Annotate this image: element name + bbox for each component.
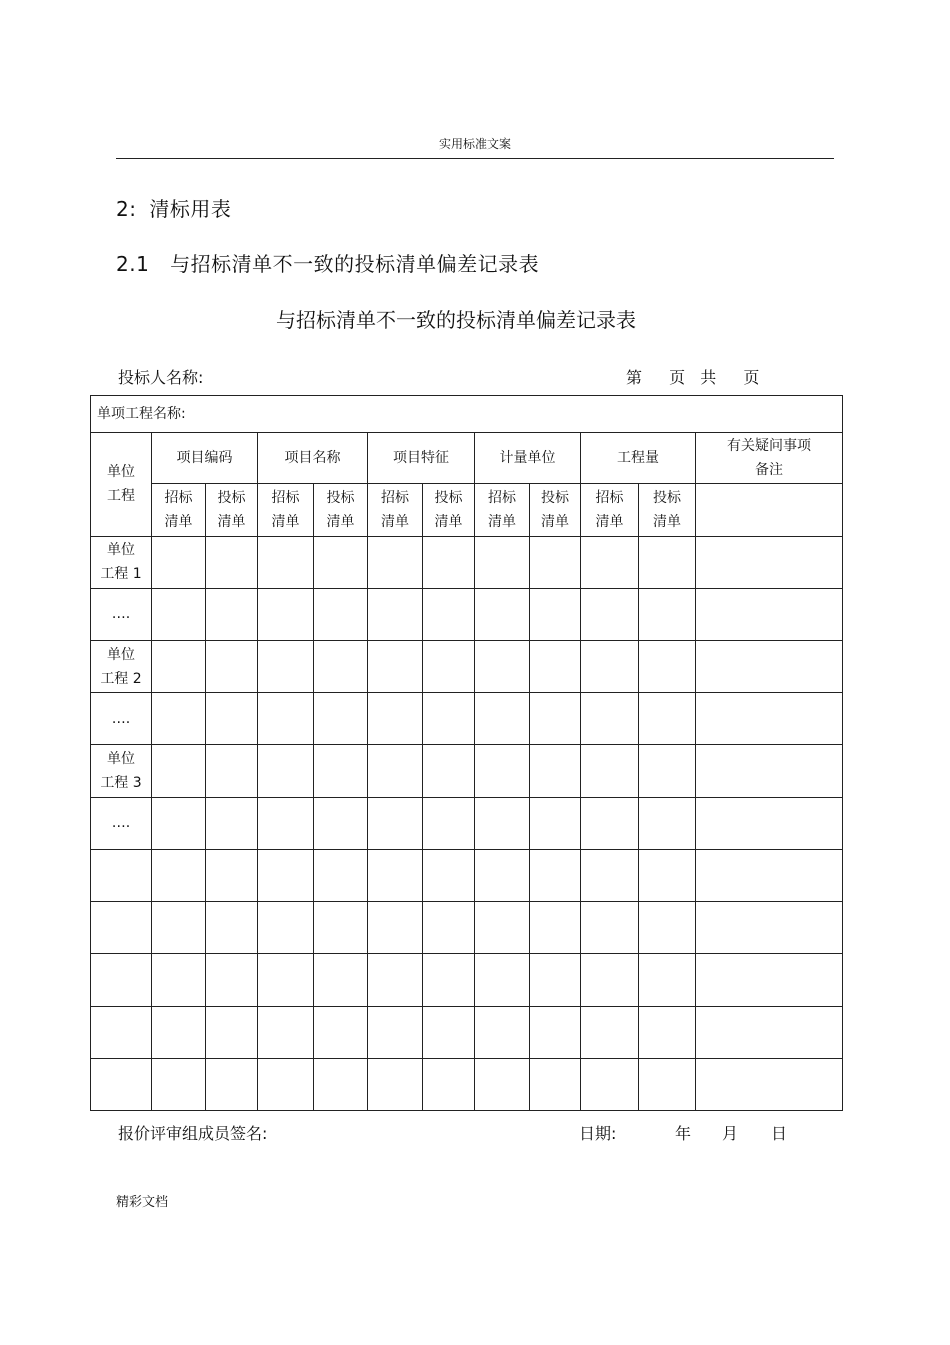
table-row	[91, 902, 843, 954]
subheader-tender-line2: 清单	[271, 513, 300, 530]
unit-project-cell[interactable]	[91, 1006, 152, 1058]
table-row	[91, 797, 843, 849]
section-heading	[116, 193, 231, 222]
table-cell[interactable]	[475, 902, 530, 954]
table-cell[interactable]	[314, 641, 368, 693]
subheader-tender-line1: 招标	[488, 489, 516, 506]
subheader-bid-3	[530, 484, 581, 536]
unit-project-cell[interactable]	[91, 588, 152, 640]
table-cell[interactable]	[696, 588, 843, 640]
subheader-bid-0	[206, 484, 258, 536]
group-header-unit: 计量单位	[475, 433, 581, 484]
table-cell[interactable]	[639, 641, 696, 693]
table-cell[interactable]	[581, 1058, 639, 1110]
page-gong: 共	[700, 368, 717, 387]
table-cell[interactable]	[152, 849, 206, 901]
subheader-tender-3	[475, 484, 530, 536]
table-cell[interactable]	[581, 902, 639, 954]
table-row	[91, 693, 843, 745]
table-cell[interactable]	[581, 745, 639, 797]
table-cell[interactable]	[639, 1058, 696, 1110]
table-cell[interactable]	[581, 797, 639, 849]
page-ye-1: 页	[669, 368, 686, 387]
table-cell[interactable]	[530, 797, 581, 849]
subheader-bid-line1: 投标	[217, 489, 246, 506]
page-ye-2: 页	[743, 368, 760, 387]
remarks-header	[696, 433, 843, 484]
table-cell[interactable]	[639, 1006, 696, 1058]
subheader-bid-line1: 投标	[653, 489, 681, 506]
table-cell[interactable]	[314, 536, 368, 588]
table-cell[interactable]	[314, 1006, 368, 1058]
table-cell[interactable]	[475, 536, 530, 588]
date-month: 月	[722, 1124, 739, 1143]
deviation-record-table	[90, 395, 843, 1111]
table-cell[interactable]	[152, 1006, 206, 1058]
table-cell[interactable]	[475, 954, 530, 1006]
subheader-tender-2	[368, 484, 423, 536]
table-cell[interactable]	[152, 588, 206, 640]
table-cell[interactable]	[475, 849, 530, 901]
table-cell[interactable]	[475, 588, 530, 640]
subheader-tender-line1: 招标	[381, 489, 409, 506]
table-cell[interactable]	[696, 1006, 843, 1058]
table-cell[interactable]	[258, 641, 314, 693]
subheader-bid-line2: 清单	[653, 513, 681, 530]
section-number: 2:	[116, 197, 137, 221]
table-cell[interactable]	[530, 588, 581, 640]
unit-project-cell[interactable]	[91, 797, 152, 849]
table-row	[91, 641, 843, 693]
subheader-tender-line2: 清单	[595, 513, 624, 530]
date-day: 日	[771, 1124, 788, 1143]
subheader-tender-line1: 招标	[595, 489, 624, 506]
table-cell[interactable]	[581, 588, 639, 640]
subheader-tender-line2: 清单	[488, 513, 516, 530]
table-cell[interactable]	[206, 902, 258, 954]
table-cell[interactable]	[581, 641, 639, 693]
table-cell[interactable]	[639, 954, 696, 1006]
table-cell[interactable]	[696, 849, 843, 901]
table-cell[interactable]	[152, 954, 206, 1006]
table-cell[interactable]	[423, 588, 475, 640]
table-cell[interactable]	[530, 902, 581, 954]
table-cell[interactable]	[581, 693, 639, 745]
table-cell[interactable]	[696, 745, 843, 797]
table-cell[interactable]	[314, 588, 368, 640]
table-cell[interactable]	[258, 1006, 314, 1058]
table-row	[91, 954, 843, 1006]
table-cell[interactable]	[258, 693, 314, 745]
table-cell[interactable]	[696, 641, 843, 693]
table-cell[interactable]	[639, 693, 696, 745]
table-cell[interactable]	[639, 797, 696, 849]
unit-project-line1: ….	[111, 606, 131, 623]
table-cell[interactable]	[258, 797, 314, 849]
table-cell[interactable]	[368, 902, 423, 954]
table-cell[interactable]	[639, 745, 696, 797]
table-cell[interactable]	[368, 745, 423, 797]
table-cell[interactable]	[206, 1006, 258, 1058]
subheader-remarks-blank	[696, 484, 843, 536]
subsection-number: 2.1	[116, 252, 150, 276]
unit-project-cell[interactable]	[91, 849, 152, 901]
table-cell[interactable]	[423, 954, 475, 1006]
table-cell[interactable]	[152, 693, 206, 745]
subheader-bid-line2: 清单	[434, 513, 463, 530]
table-cell[interactable]	[368, 693, 423, 745]
table-cell[interactable]	[581, 536, 639, 588]
table-cell[interactable]	[206, 588, 258, 640]
table-cell[interactable]	[368, 588, 423, 640]
table-cell[interactable]	[423, 1058, 475, 1110]
unit-header-line2: 工程	[107, 488, 135, 505]
unit-header-line1: 单位	[107, 464, 135, 481]
table-cell[interactable]	[530, 1006, 581, 1058]
subheader-bid-4	[639, 484, 696, 536]
running-header: 实用标准文案	[438, 137, 511, 151]
table-cell[interactable]	[530, 954, 581, 1006]
table-cell[interactable]	[258, 1058, 314, 1110]
table-cell[interactable]	[696, 902, 843, 954]
table-cell[interactable]	[423, 641, 475, 693]
table-cell[interactable]	[530, 693, 581, 745]
table-cell[interactable]	[368, 641, 423, 693]
table-cell[interactable]	[696, 954, 843, 1006]
table-cell[interactable]	[475, 641, 530, 693]
table-cell[interactable]	[581, 1006, 639, 1058]
table-row	[91, 536, 843, 588]
remarks-header-line2: 备注	[755, 462, 784, 479]
footer-note: 精彩文档	[116, 1195, 169, 1210]
subheader-bid-line2: 清单	[217, 513, 246, 530]
unit-project-line1: ….	[111, 815, 131, 832]
subheader-tender-line1: 招标	[164, 489, 193, 506]
subsection-heading	[116, 248, 539, 277]
table-cell[interactable]	[206, 693, 258, 745]
table-cell[interactable]	[530, 745, 581, 797]
table-cell[interactable]	[475, 797, 530, 849]
table-cell[interactable]	[581, 954, 639, 1006]
header-rule	[116, 158, 834, 159]
table-cell[interactable]	[152, 1058, 206, 1110]
table-cell[interactable]	[639, 536, 696, 588]
remarks-header-line1: 有关疑问事项	[727, 438, 812, 455]
subheader-bid-line1: 投标	[541, 489, 569, 506]
table-row	[91, 588, 843, 640]
subheader-tender-1	[258, 484, 314, 536]
header-row-subcolumns	[91, 484, 843, 536]
subheader-bid-line2: 清单	[326, 513, 355, 530]
table-cell[interactable]	[152, 641, 206, 693]
unit-project-line1: 单位	[107, 542, 135, 559]
unit-project-line1: ….	[111, 710, 131, 727]
subheader-tender-line2: 清单	[164, 513, 193, 530]
table-cell[interactable]	[475, 745, 530, 797]
table-cell[interactable]	[368, 536, 423, 588]
table-cell[interactable]	[696, 1058, 843, 1110]
table-cell[interactable]	[152, 745, 206, 797]
page-counter	[626, 365, 759, 388]
form-title: 与招标清单不一致的投标清单偏差记录表	[276, 308, 636, 332]
group-header-feature: 项目特征	[368, 433, 475, 484]
table-cell[interactable]	[530, 641, 581, 693]
single-project-label: 单项工程名称:	[97, 406, 186, 423]
date-label: 日期:	[579, 1124, 617, 1143]
unit-project-header	[91, 433, 152, 536]
table-cell[interactable]	[475, 1006, 530, 1058]
table-cell[interactable]	[314, 902, 368, 954]
table-cell[interactable]	[258, 588, 314, 640]
group-header-quantity: 工程量	[581, 433, 696, 484]
subheader-tender-4	[581, 484, 639, 536]
unit-project-cell[interactable]	[91, 1058, 152, 1110]
group-header-name: 项目名称	[258, 433, 368, 484]
table-cell[interactable]	[258, 902, 314, 954]
table-cell[interactable]	[258, 536, 314, 588]
table-cell[interactable]	[423, 797, 475, 849]
table-cell[interactable]	[530, 536, 581, 588]
table-cell[interactable]	[423, 693, 475, 745]
table-cell[interactable]	[530, 1058, 581, 1110]
subheader-bid-line1: 投标	[326, 489, 355, 506]
single-project-row	[91, 396, 843, 433]
table-cell[interactable]	[368, 849, 423, 901]
subheader-bid-line1: 投标	[434, 489, 463, 506]
table-cell[interactable]	[206, 1058, 258, 1110]
table-cell[interactable]	[152, 536, 206, 588]
table-cell[interactable]	[696, 693, 843, 745]
unit-project-line2: 工程 2	[100, 670, 142, 687]
table-cell[interactable]	[423, 1006, 475, 1058]
signature-label: 报价评审组成员签名:	[118, 1124, 268, 1143]
unit-project-cell[interactable]	[91, 693, 152, 745]
subheader-tender-line2: 清单	[381, 513, 409, 530]
table-cell[interactable]	[639, 588, 696, 640]
table-cell[interactable]	[368, 1006, 423, 1058]
table-cell[interactable]	[696, 797, 843, 849]
subheader-bid-1	[314, 484, 368, 536]
unit-project-line1: 单位	[107, 751, 135, 768]
table-cell[interactable]	[368, 797, 423, 849]
table-cell[interactable]	[368, 1058, 423, 1110]
unit-project-cell[interactable]	[91, 536, 152, 588]
table-cell[interactable]	[206, 745, 258, 797]
unit-project-cell[interactable]	[91, 641, 152, 693]
table-cell[interactable]	[475, 693, 530, 745]
table-cell[interactable]	[423, 902, 475, 954]
subheader-tender-0	[152, 484, 206, 536]
table-cell[interactable]	[314, 693, 368, 745]
table-cell[interactable]	[258, 849, 314, 901]
table-cell[interactable]	[206, 954, 258, 1006]
unit-project-line2: 工程 3	[100, 775, 142, 792]
table-cell[interactable]	[314, 849, 368, 901]
table-cell[interactable]	[206, 641, 258, 693]
unit-project-cell[interactable]	[91, 745, 152, 797]
table-cell[interactable]	[206, 797, 258, 849]
unit-project-cell[interactable]	[91, 902, 152, 954]
section-title: 清标用表	[149, 197, 232, 221]
table-cell[interactable]	[423, 849, 475, 901]
table-cell[interactable]	[639, 902, 696, 954]
table-cell[interactable]	[152, 797, 206, 849]
single-project-name-cell[interactable]	[91, 396, 843, 433]
table-cell[interactable]	[423, 745, 475, 797]
unit-project-cell[interactable]	[91, 954, 152, 1006]
date-year: 年	[675, 1124, 692, 1143]
table-cell[interactable]	[696, 536, 843, 588]
bidder-name-label: 投标人名称:	[118, 368, 204, 387]
table-cell[interactable]	[206, 849, 258, 901]
table-cell[interactable]	[206, 536, 258, 588]
table-cell[interactable]	[639, 849, 696, 901]
page-di: 第	[626, 368, 643, 387]
table-cell[interactable]	[581, 849, 639, 901]
table-row	[91, 849, 843, 901]
unit-project-line1: 单位	[107, 646, 135, 663]
subheader-bid-line2: 清单	[541, 513, 569, 530]
table-cell[interactable]	[314, 1058, 368, 1110]
table-cell[interactable]	[314, 954, 368, 1006]
header-row-groups	[91, 433, 843, 484]
subheader-bid-2	[423, 484, 475, 536]
table-cell[interactable]	[152, 902, 206, 954]
unit-project-line2: 工程 1	[100, 566, 142, 583]
table-cell[interactable]	[258, 954, 314, 1006]
table-cell[interactable]	[368, 954, 423, 1006]
table-cell[interactable]	[314, 797, 368, 849]
table-row	[91, 1058, 843, 1110]
table-cell[interactable]	[258, 745, 314, 797]
group-header-code: 项目编码	[152, 433, 258, 484]
table-row	[91, 745, 843, 797]
table-row	[91, 1006, 843, 1058]
subheader-tender-line1: 招标	[271, 489, 300, 506]
table-cell[interactable]	[530, 849, 581, 901]
subsection-title: 与招标清单不一致的投标清单偏差记录表	[170, 252, 540, 276]
table-cell[interactable]	[423, 536, 475, 588]
table-cell[interactable]	[475, 1058, 530, 1110]
table-cell[interactable]	[314, 745, 368, 797]
